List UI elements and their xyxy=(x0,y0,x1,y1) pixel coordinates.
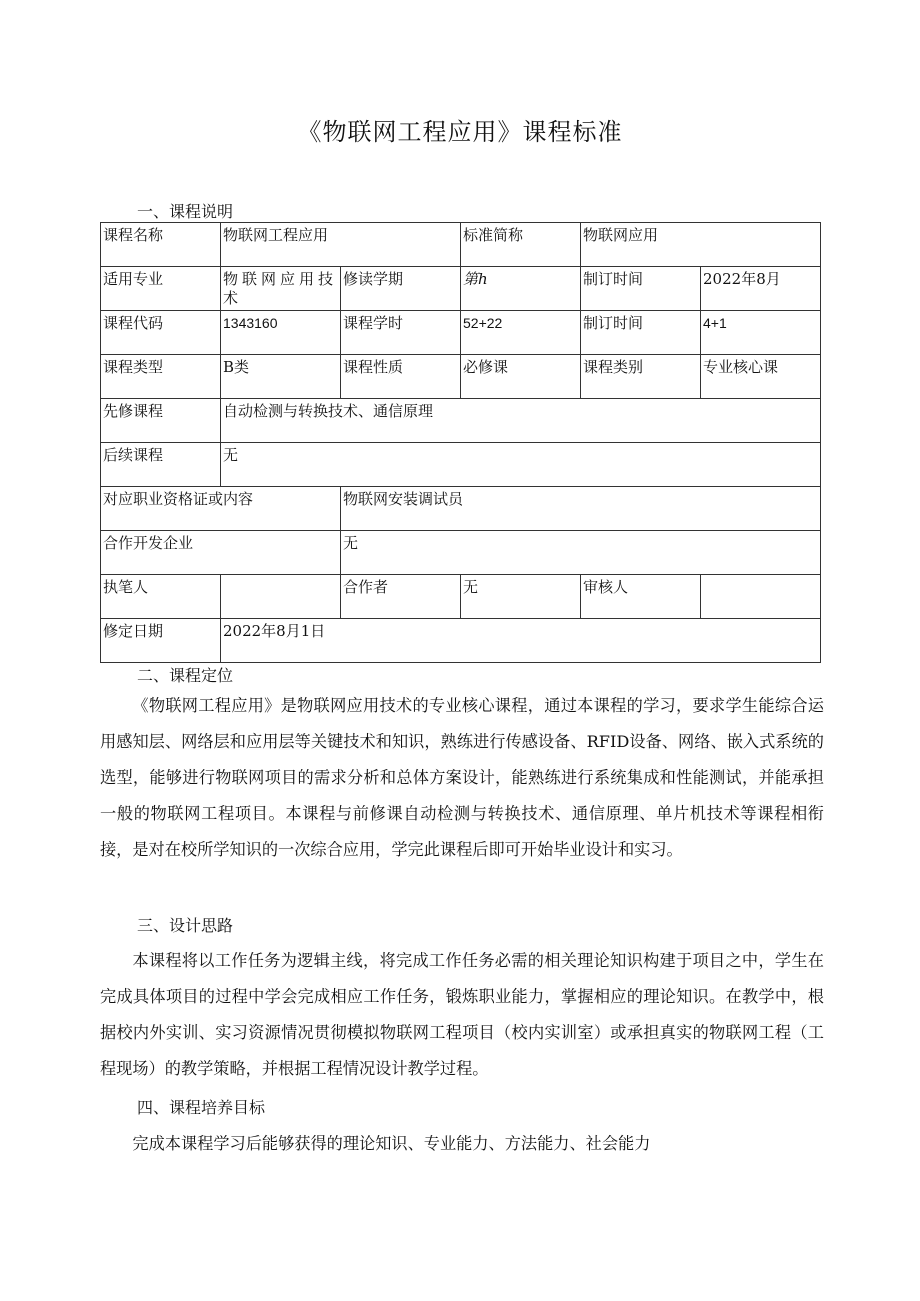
course-info-table xyxy=(100,222,821,663)
section-heading-training-goals: 四、课程培养目标 xyxy=(137,1098,266,1117)
table-row xyxy=(101,487,821,531)
table-row xyxy=(101,399,821,443)
course-hours-value: 52+22 xyxy=(461,311,581,355)
section-heading-design-idea: 三、设计思路 xyxy=(137,916,234,935)
major-label: 适用专业 xyxy=(101,267,221,311)
author-label: 执笔人 xyxy=(101,575,221,619)
course-nature-value: 必修课 xyxy=(461,355,581,399)
table-row xyxy=(101,311,821,355)
course-code-value: 1343160 xyxy=(221,311,341,355)
made-time-value-1: 2022年8月 xyxy=(701,267,821,311)
reviewer-value xyxy=(701,575,821,619)
section-heading-course-positioning: 二、课程定位 xyxy=(137,666,234,685)
revise-date-value: 2022年8月1日 xyxy=(221,619,821,663)
std-short-value: 物联网应用 xyxy=(581,223,821,267)
prereq-label: 先修课程 xyxy=(101,399,221,443)
course-type-label: 课程类型 xyxy=(101,355,221,399)
followup-label: 后续课程 xyxy=(101,443,221,487)
cert-label: 对应职业资格证或内容 xyxy=(101,487,341,531)
partner-label: 合作开发企业 xyxy=(101,531,341,575)
made-time-label-1: 制订时间 xyxy=(581,267,701,311)
course-name-label: 课程名称 xyxy=(101,223,221,267)
course-hours-label: 课程学时 xyxy=(341,311,461,355)
table-row xyxy=(101,267,821,311)
term-value: 第h xyxy=(461,267,581,311)
section-heading-course-description: 一、课程说明 xyxy=(137,202,234,221)
made-time-label-2: 制订时间 xyxy=(581,311,701,355)
table-row xyxy=(101,531,821,575)
course-type-value: B类 xyxy=(221,355,341,399)
followup-value: 无 xyxy=(221,443,821,487)
major-value: 物联网应用技术 xyxy=(221,267,341,311)
prereq-value: 自动检测与转换技术、通信原理 xyxy=(221,399,821,443)
paragraph-training-goals: 完成本课程学习后能够获得的理论知识、专业能力、方法能力、社会能力 xyxy=(132,1134,651,1153)
author-value xyxy=(221,575,341,619)
table-row xyxy=(101,223,821,267)
revise-date-label: 修定日期 xyxy=(101,619,221,663)
course-code-label: 课程代码 xyxy=(101,311,221,355)
table-row xyxy=(101,619,821,663)
table-row xyxy=(101,443,821,487)
course-category-value: 专业核心课 xyxy=(701,355,821,399)
term-label: 修读学期 xyxy=(341,267,461,311)
table-row xyxy=(101,355,821,399)
page-title: 《物联网工程应用》课程标准 xyxy=(297,118,623,146)
std-short-label: 标准简称 xyxy=(461,223,581,267)
cert-value: 物联网安装调试员 xyxy=(341,487,821,531)
paragraph-course-positioning: 《物联网工程应用》是物联网应用技术的专业核心课程，通过本课程的学习，要求学生能综合运用感知层、网络层和应用层等关键技术和知识，熟练进行传感设备、RFID设备、网络、嵌入式系统的选型，能够进行物联网项目的需求分析和总体方案设计，能熟练进行系统集成和性能测试，并能承担一般的物联网工程项目。本课程与前修课自动检测与转换技术、通信原理、单片机技术等课程相衔接，是对在校所学知识的一次综合应用，学完此课程后即可开始毕业设计和实习。 xyxy=(100,696,824,859)
coauthor-value: 无 xyxy=(461,575,581,619)
made-time-value-2: 4+1 xyxy=(701,311,821,355)
partner-value: 无 xyxy=(341,531,821,575)
paragraph-design-idea: 本课程将以工作任务为逻辑主线，将完成工作任务必需的相关理论知识构建于项目之中，学生在完成具体项目的过程中学会完成相应工作任务，锻炼职业能力，掌握相应的理论知识。在教学中，根据校内外实训、实习资源情况贯彻模拟物联网工程项目（校内实训室）或承担真实的物联网工程（工程现场）的教学策略，并根据工程情况设计教学过程。 xyxy=(100,951,824,1078)
reviewer-label: 审核人 xyxy=(581,575,701,619)
course-nature-label: 课程性质 xyxy=(341,355,461,399)
course-name-value: 物联网工程应用 xyxy=(221,223,461,267)
table-row xyxy=(101,575,821,619)
course-category-label: 课程类别 xyxy=(581,355,701,399)
coauthor-label: 合作者 xyxy=(341,575,461,619)
